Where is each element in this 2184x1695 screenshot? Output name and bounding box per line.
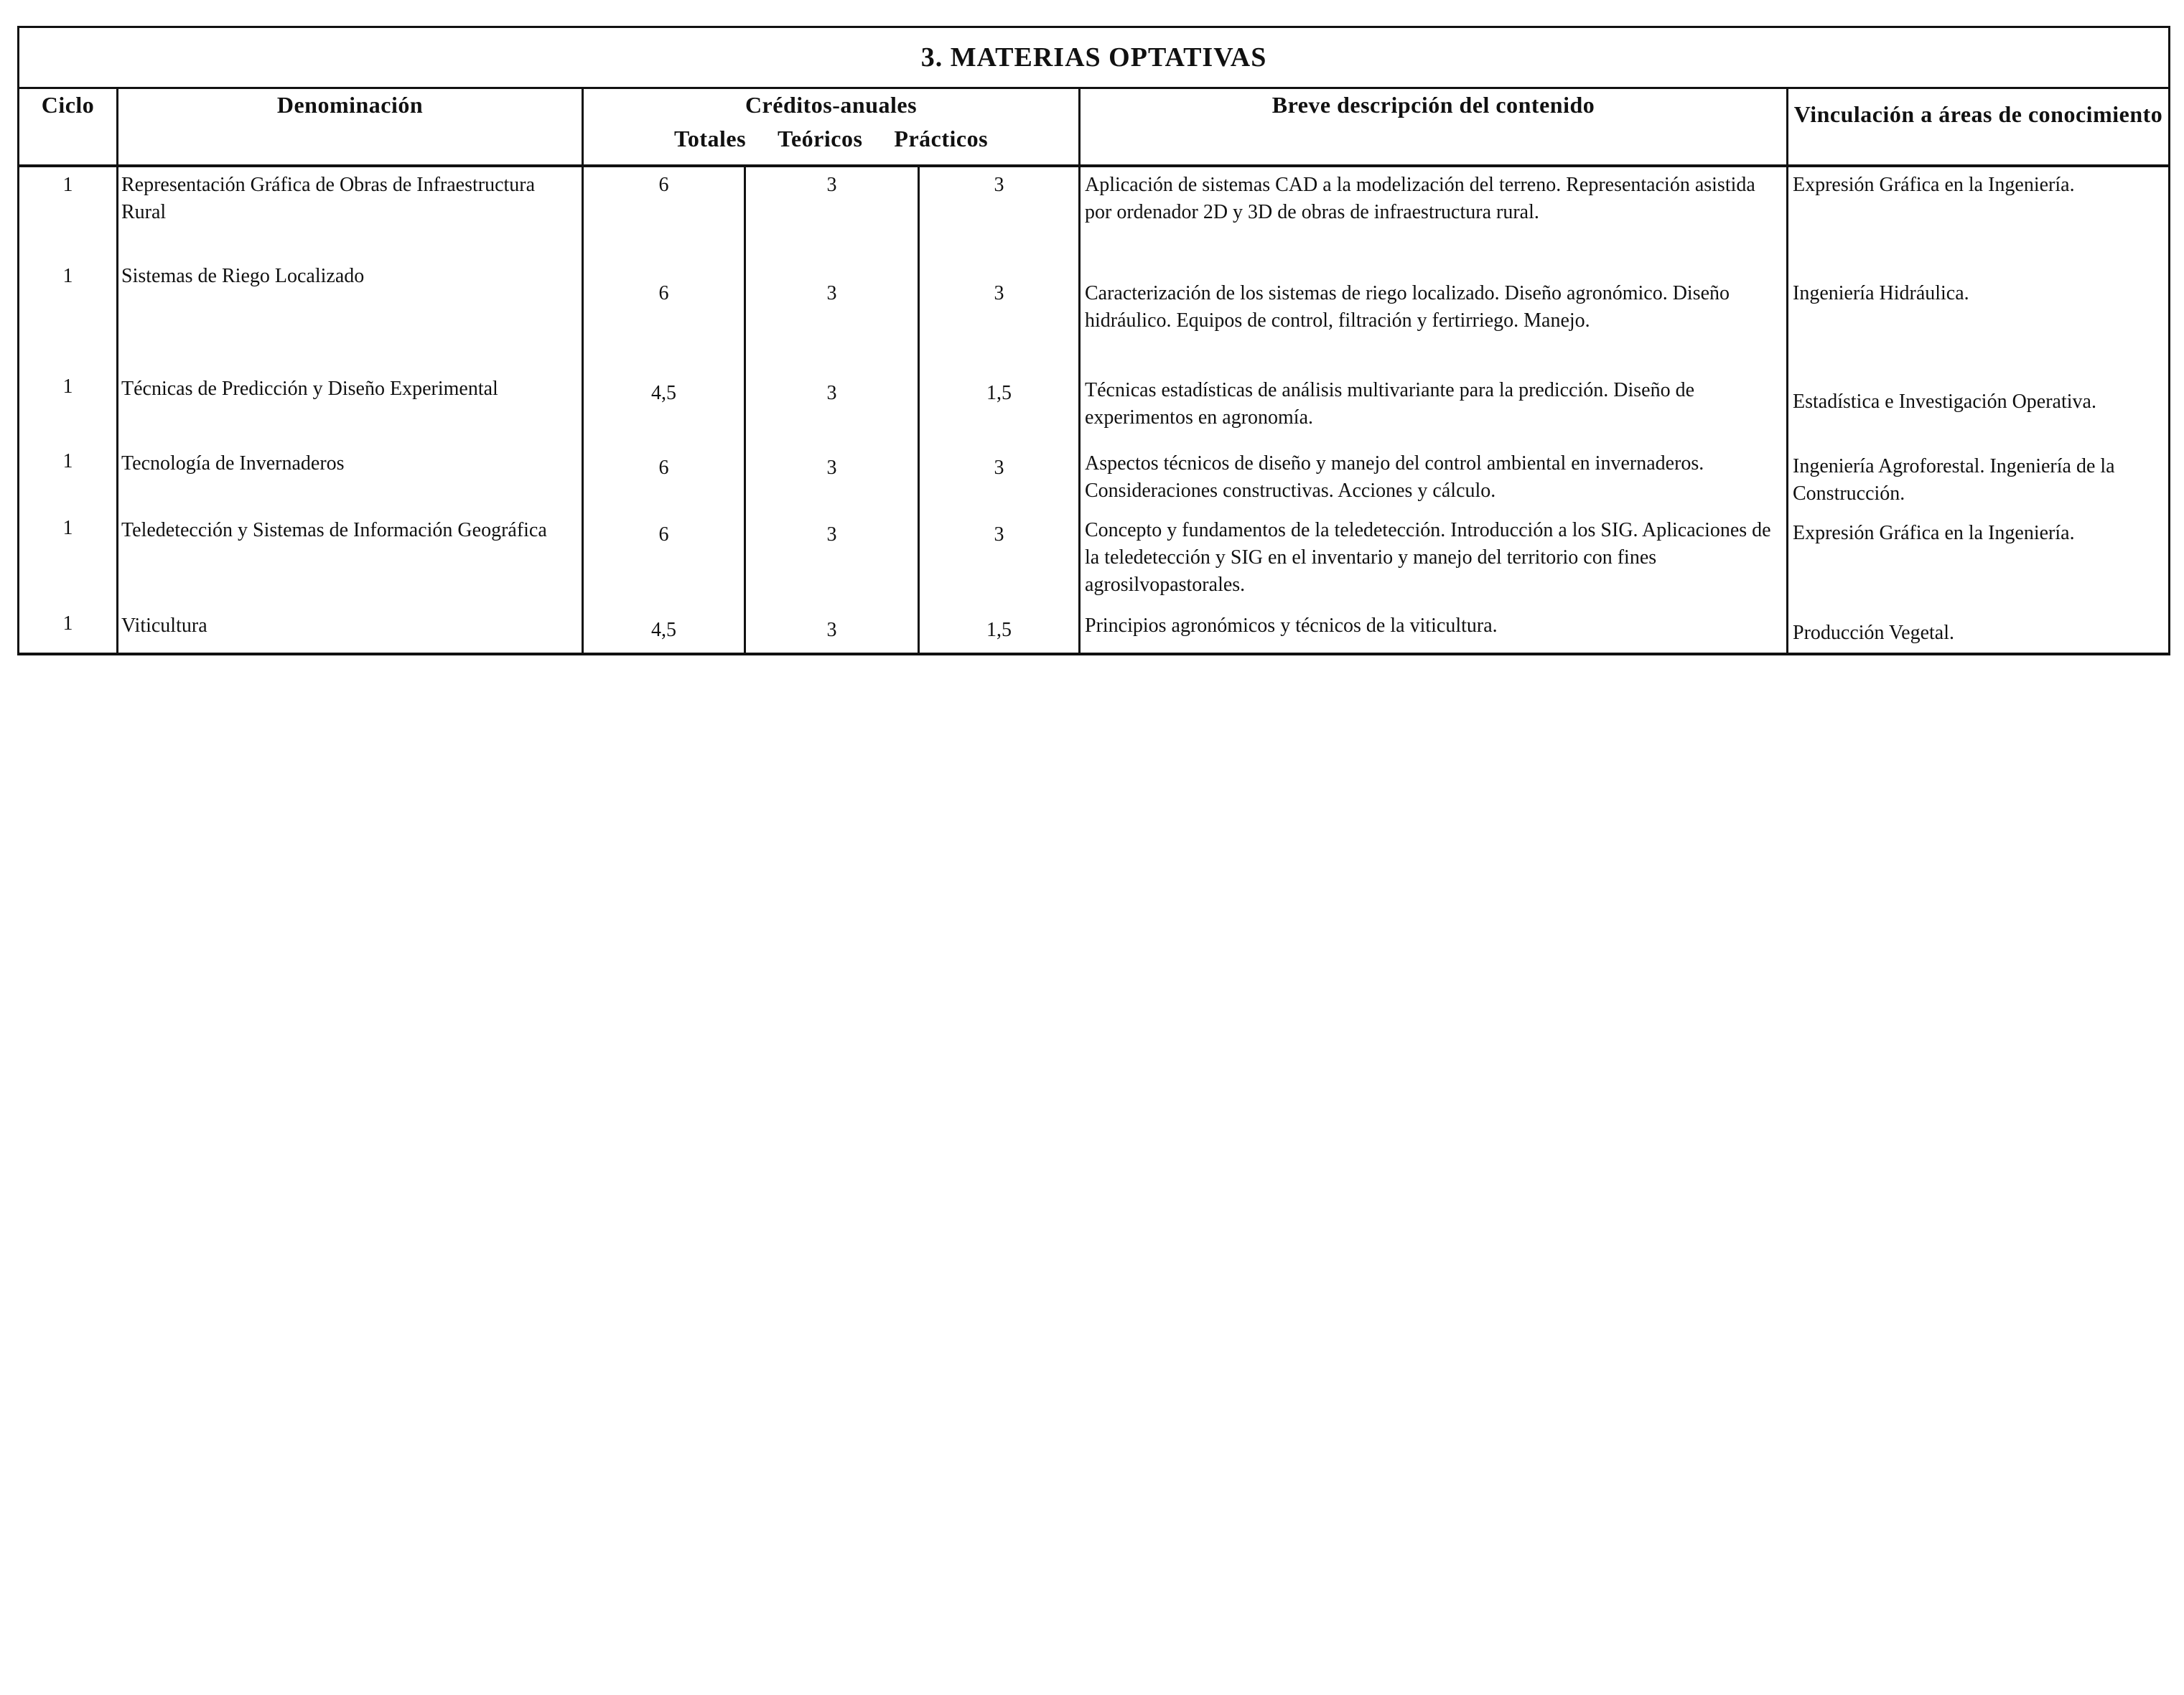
cell-totales: 6 — [583, 447, 745, 514]
cell-vinculacion: Ingeniería Hidráulica. — [1788, 258, 2170, 373]
cell-descripcion: Concepto y fundamentos de la teledetección. Introducción a los SIG. Aplicaciones de la teledetección y SIG en el inventario y manejo del territorio con fines agrosilvopastorales. — [1080, 514, 1788, 610]
cell-teoricos: 3 — [745, 514, 919, 610]
cell-totales: 6 — [583, 166, 745, 258]
cell-practicos: 1,5 — [919, 610, 1080, 654]
cell-vinculacion: Ingeniería Agroforestal. Ingeniería de la Construcción. — [1788, 447, 2170, 514]
cell-teoricos: 3 — [745, 258, 919, 373]
cell-totales: 6 — [583, 258, 745, 373]
cell-practicos: 3 — [919, 447, 1080, 514]
cell-teoricos: 3 — [745, 166, 919, 258]
table-title: 3. MATERIAS OPTATIVAS — [19, 27, 2170, 88]
header-ciclo: Ciclo — [19, 88, 118, 167]
cell-denominacion: Técnicas de Predicción y Diseño Experimental — [118, 373, 583, 447]
cell-vinculacion: Estadística e Investigación Operativa. — [1788, 373, 2170, 447]
cell-practicos: 3 — [919, 514, 1080, 610]
cell-denominacion: Representación Gráfica de Obras de Infraestructura Rural — [118, 166, 583, 258]
cell-denominacion: Teledetección y Sistemas de Información Geográfica — [118, 514, 583, 610]
table-row — [19, 166, 2170, 258]
cell-denominacion: Viticultura — [118, 610, 583, 654]
header-teoricos: Teóricos — [778, 126, 863, 151]
header-creditos-subheaders — [584, 126, 1078, 152]
materias-optativas-sheet — [17, 26, 2168, 655]
cell-ciclo: 1 — [19, 373, 118, 447]
table-row — [19, 447, 2170, 514]
cell-teoricos: 3 — [745, 610, 919, 654]
cell-practicos: 3 — [919, 258, 1080, 373]
header-vinculacion-label: Vinculación a áreas de conocimiento — [1793, 101, 2163, 127]
cell-denominacion: Sistemas de Riego Localizado — [118, 258, 583, 373]
cell-ciclo: 1 — [19, 166, 118, 258]
cell-ciclo: 1 — [19, 610, 118, 654]
cell-practicos: 3 — [919, 166, 1080, 258]
cell-denominacion: Tecnología de Invernaderos — [118, 447, 583, 514]
cell-vinculacion: Producción Vegetal. — [1788, 610, 2170, 654]
cell-vinculacion: Expresión Gráfica en la Ingeniería. — [1788, 166, 2170, 258]
header-descripcion: Breve descripción del contenido — [1080, 88, 1788, 167]
header-denominacion: Denominación — [118, 88, 583, 167]
header-practicos: Prácticos — [894, 126, 989, 151]
cell-ciclo: 1 — [19, 258, 118, 373]
cell-descripcion: Principios agronómicos y técnicos de la viticultura. — [1080, 610, 1788, 654]
cell-ciclo: 1 — [19, 514, 118, 610]
cell-vinculacion: Expresión Gráfica en la Ingeniería. — [1788, 514, 2170, 610]
header-creditos-anuales — [583, 88, 1080, 167]
table-row — [19, 373, 2170, 447]
cell-descripcion: Aspectos técnicos de diseño y manejo del control ambiental en invernaderos. Consideraciones constructivas. Acciones y cálculo. — [1080, 447, 1788, 514]
cell-totales: 6 — [583, 514, 745, 610]
table-row — [19, 258, 2170, 373]
table-row — [19, 514, 2170, 610]
materias-optativas-table — [17, 26, 2170, 655]
cell-descripcion: Técnicas estadísticas de análisis multivariante para la predicción. Diseño de experimentos en agronomía. — [1080, 373, 1788, 447]
cell-descripcion: Caracterización de los sistemas de riego localizado. Diseño agronómico. Diseño hidráulico. Equipos de control, filtración y fertirriego. Manejo. — [1080, 258, 1788, 373]
cell-teoricos: 3 — [745, 373, 919, 447]
cell-totales: 4,5 — [583, 373, 745, 447]
header-creditos-label: Créditos-anuales — [745, 92, 918, 118]
cell-descripcion: Aplicación de sistemas CAD a la modelización del terreno. Representación asistida por ordenador 2D y 3D de obras de infraestructura rural. — [1080, 166, 1788, 258]
cell-practicos: 1,5 — [919, 373, 1080, 447]
cell-totales: 4,5 — [583, 610, 745, 654]
header-vinculacion — [1788, 88, 2170, 167]
cell-teoricos: 3 — [745, 447, 919, 514]
header-totales: Totales — [673, 126, 747, 151]
cell-ciclo: 1 — [19, 447, 118, 514]
table-row — [19, 610, 2170, 654]
